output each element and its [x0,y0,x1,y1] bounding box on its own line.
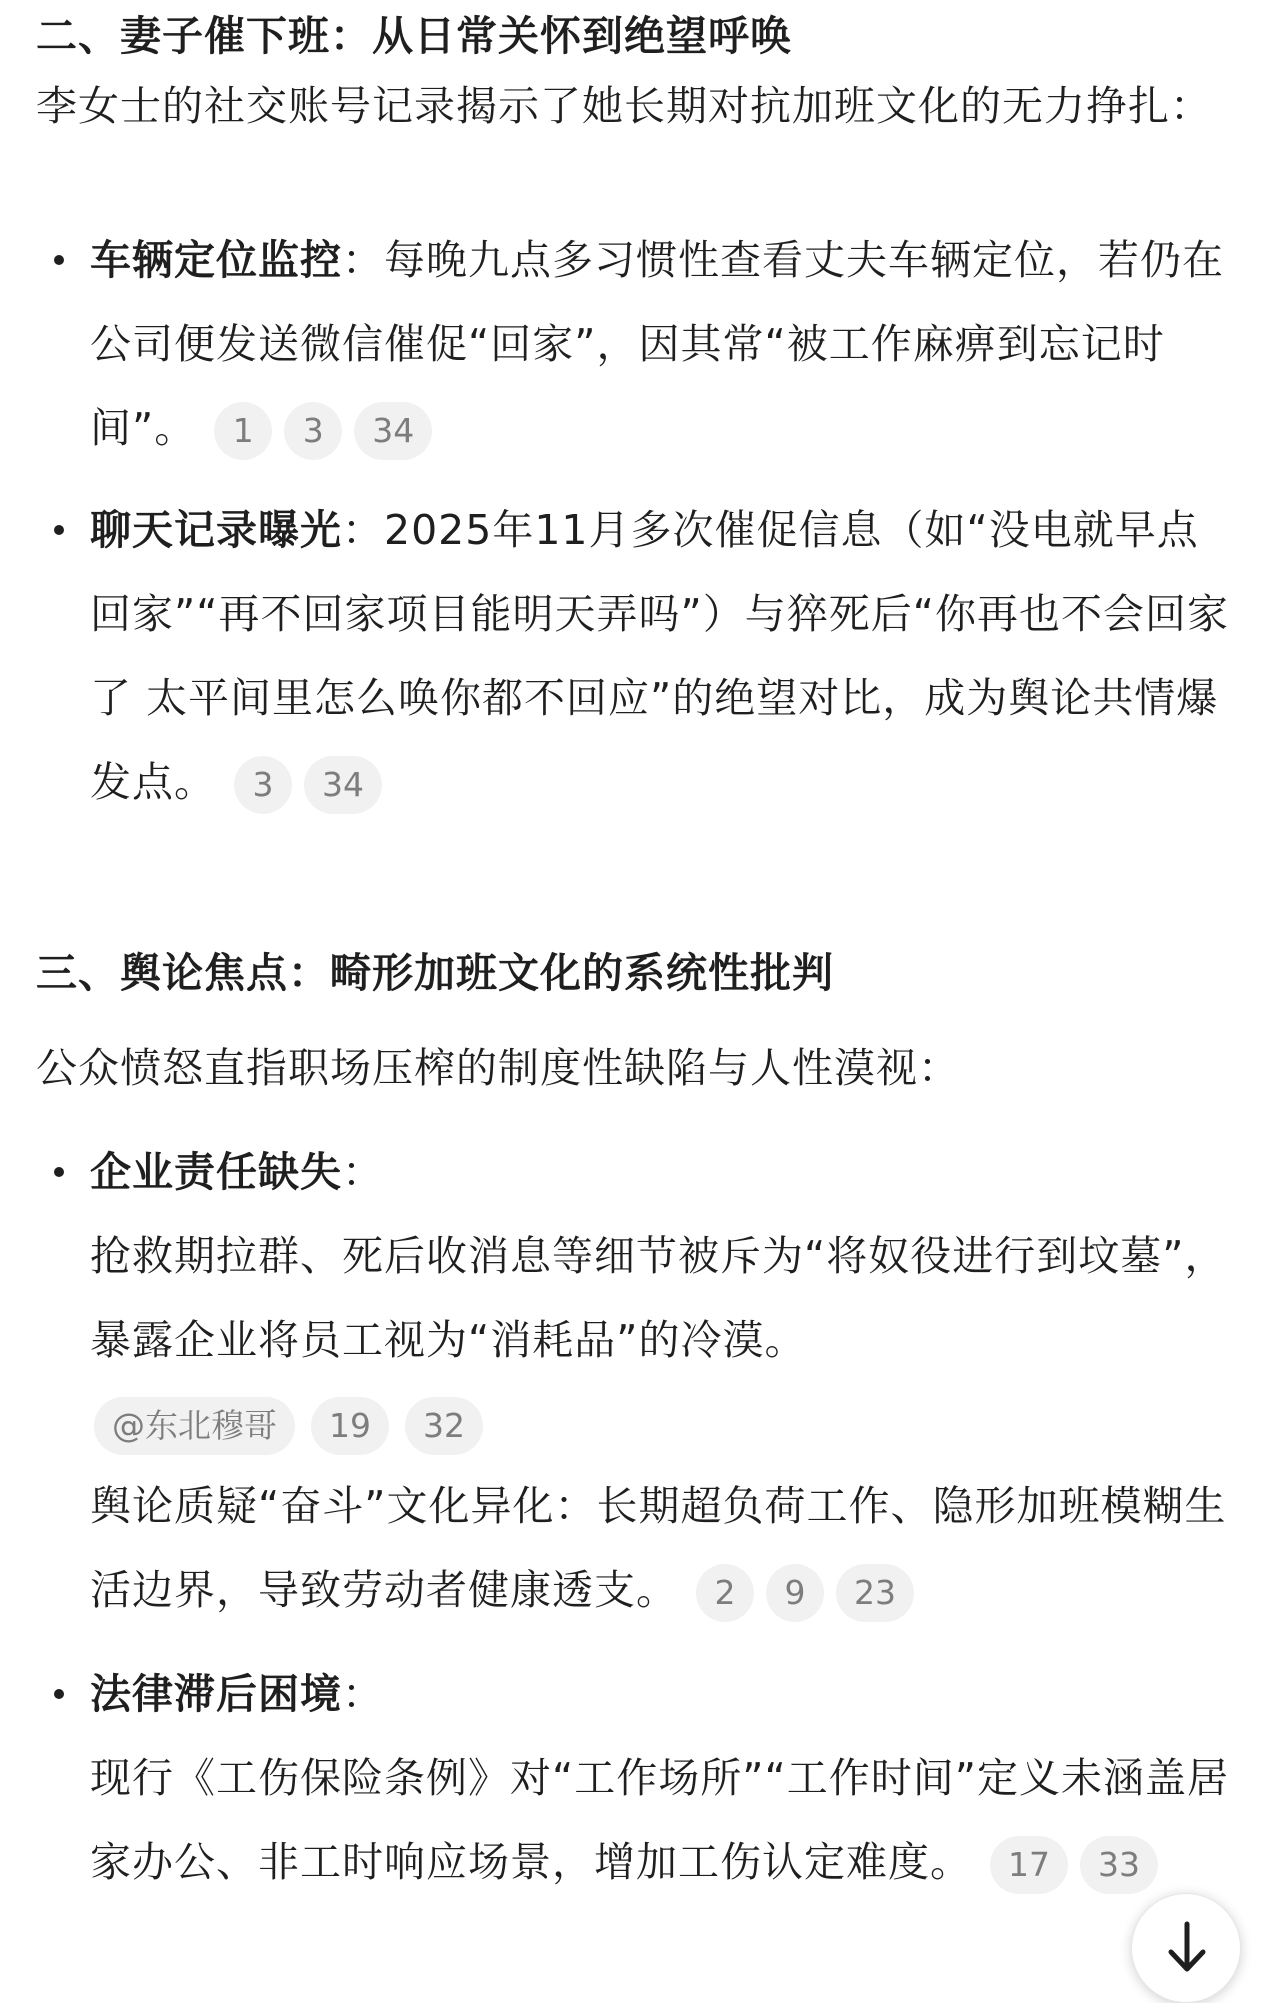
list-item [36,1130,1236,1632]
section-heading-2: 二、妻子催下班：从日常关怀到绝望呼唤 [36,12,792,60]
citation-badge[interactable]: 1 [214,402,272,460]
citation-badge[interactable]: 19 [311,1397,389,1455]
citation-badge[interactable]: 3 [234,756,292,814]
list-item [36,488,1236,824]
section-heading-3: 三、舆论焦点：畸形加班文化的系统性批判 [36,949,834,997]
arrow-down-icon [1165,1920,1209,1976]
item-text: ：每晚九点多习惯性查看丈夫车辆定位，若仍在公司便发送微信催促“回家”，因其常“被工作麻痹到忘记时间”。 [90,236,1224,452]
item-term: 车辆定位监控 [90,236,342,284]
bullet-icon [54,1689,64,1699]
item-detail: 抢救期拉群、死后收消息等细节被斥为“将奴役进行到坟墓”，暴露企业将员工视为“消耗品”的冷漠。 [90,1232,1227,1364]
item-extra: 舆论质疑“奋斗”文化异化：长期超负荷工作、隐形加班模糊生活边界，导致劳动者健康透支。 [90,1482,1227,1614]
bullet-icon [54,1167,64,1177]
bullet-list-3 [36,1130,1236,1904]
item-term: 企业责任缺失 [90,1148,342,1196]
citation-row [94,1388,1236,1458]
citation-badge[interactable]: @东北穆哥 [94,1397,295,1455]
item-text: ：2025年11月多次催促信息（如“没电就早点回家”“再不回家项目能明天弄吗”）与猝死后“你再也不会回家了 太平间里怎么唤你都不回应”的绝望对比，成为舆论共情爆发点。 [90,506,1229,806]
item-term: 聊天记录曝光 [90,506,342,554]
item-colon: ： [342,1670,384,1718]
item-colon: ： [342,1148,384,1196]
list-item [36,218,1236,470]
citation-badge[interactable]: 32 [405,1397,483,1455]
section-intro-3: 公众愤怒直指职场压榨的制度性缺陷与人性漠视： [36,1044,960,1092]
item-term: 法律滞后困境 [90,1670,342,1718]
item-detail: 现行《工伤保险条例》对“工作场所”“工作时间”定义未涵盖居家办公、非工时响应场景，增加工伤认定难度。 [90,1754,1229,1886]
citation-badge[interactable]: 2 [696,1564,754,1622]
bullet-icon [54,525,64,535]
bullet-icon [54,255,64,265]
citation-badge[interactable]: 17 [990,1836,1068,1894]
section-intro-2: 李女士的社交账号记录揭示了她长期对抗加班文化的无力挣扎： [36,82,1212,130]
citation-badge[interactable]: 34 [304,756,382,814]
bullet-list-2 [36,218,1236,824]
citation-badge[interactable]: 23 [836,1564,914,1622]
citation-badge[interactable]: 33 [1080,1836,1158,1894]
citation-badge[interactable]: 9 [766,1564,824,1622]
list-item [36,1652,1236,1904]
scroll-to-bottom-button[interactable] [1131,1893,1241,2003]
citation-badge[interactable]: 34 [354,402,432,460]
citation-badge[interactable]: 3 [284,402,342,460]
